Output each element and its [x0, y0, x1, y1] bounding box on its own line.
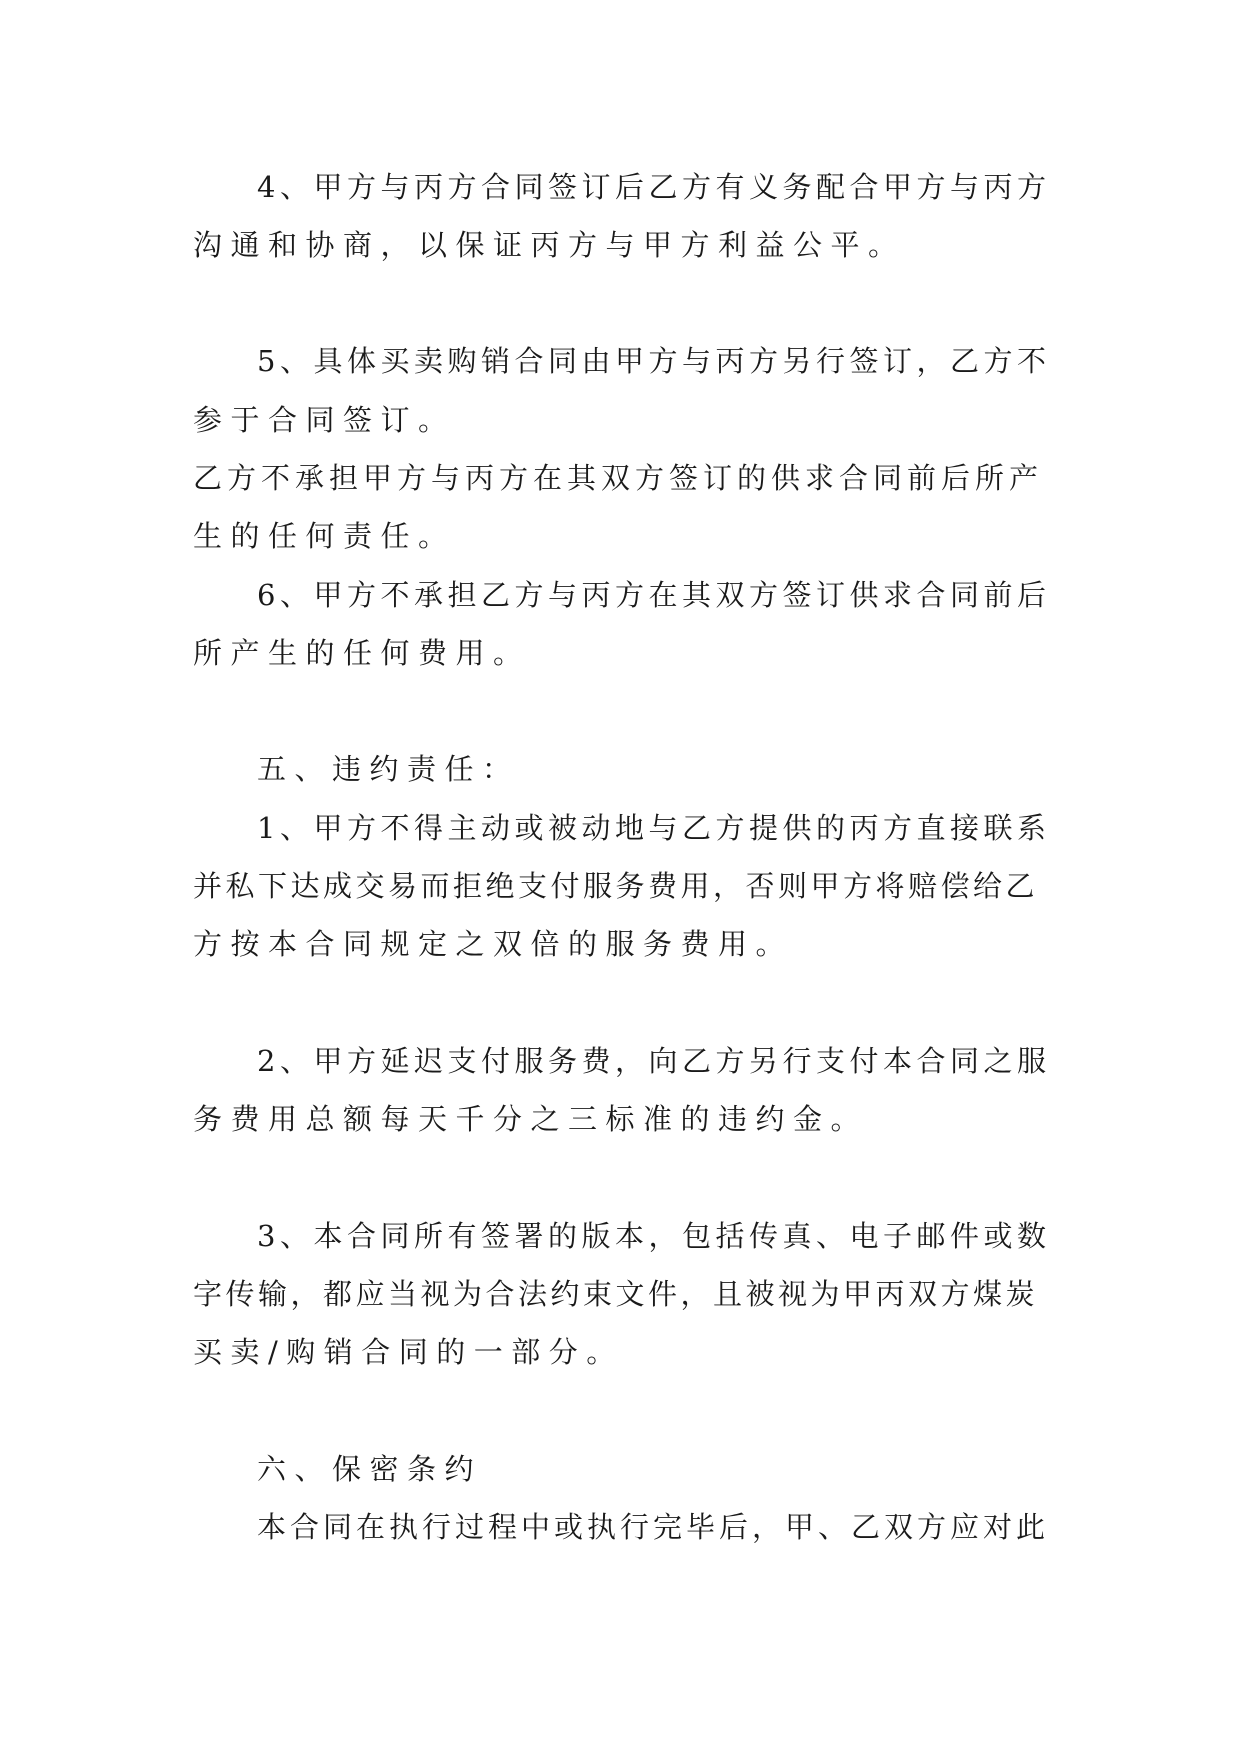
breach-3-line-3: 买卖/购销合同的一部分。 — [193, 1335, 624, 1369]
breach-3-line-2: 字传输，都应当视为合法约束文件，且被视为甲丙双方煤炭 — [193, 1277, 1039, 1311]
clause-5-line-1: 5、具体买卖购销合同由甲方与丙方另行签订，乙方不 — [257, 344, 1051, 378]
breach-1-line-1: 1、甲方不得主动或被动地与乙方提供的丙方直接联系 — [257, 811, 1051, 845]
breach-3-line-1: 3、本合同所有签署的版本，包括传真、电子邮件或数 — [257, 1219, 1051, 1253]
clause-5-line-2: 参于合同签订。 — [193, 403, 456, 437]
clause-5-line-3: 乙方不承担甲方与丙方在其双方签订的供求合同前后所产 — [193, 461, 1044, 495]
breach-1-line-3: 方按本合同规定之双倍的服务费用。 — [193, 927, 794, 961]
clause-4-line-2: 沟通和协商，以保证丙方与甲方利益公平。 — [193, 228, 906, 262]
clause-6-line-2: 所产生的任何费用。 — [193, 636, 531, 670]
section-heading-confidentiality: 六、保密条约 — [257, 1452, 483, 1486]
breach-2-line-2: 务费用总额每天千分之三标准的违约金。 — [193, 1102, 869, 1136]
clause-6-line-1: 6、甲方不承担乙方与丙方在其双方签订供求合同前后 — [257, 578, 1051, 612]
breach-1-line-2: 并私下达成交易而拒绝支付服务费用，否则甲方将赔偿给乙 — [193, 869, 1039, 903]
clause-4-line-1: 4、甲方与丙方合同签订后乙方有义务配合甲方与丙方 — [257, 170, 1051, 204]
confidentiality-line-1: 本合同在执行过程中或执行完毕后，甲、乙双方应对此 — [257, 1510, 1050, 1544]
breach-2-line-1: 2、甲方延迟支付服务费，向乙方另行支付本合同之服 — [257, 1044, 1051, 1078]
section-heading-breach: 五、违约责任： — [257, 752, 520, 786]
clause-5-line-4: 生的任何责任。 — [193, 519, 456, 553]
